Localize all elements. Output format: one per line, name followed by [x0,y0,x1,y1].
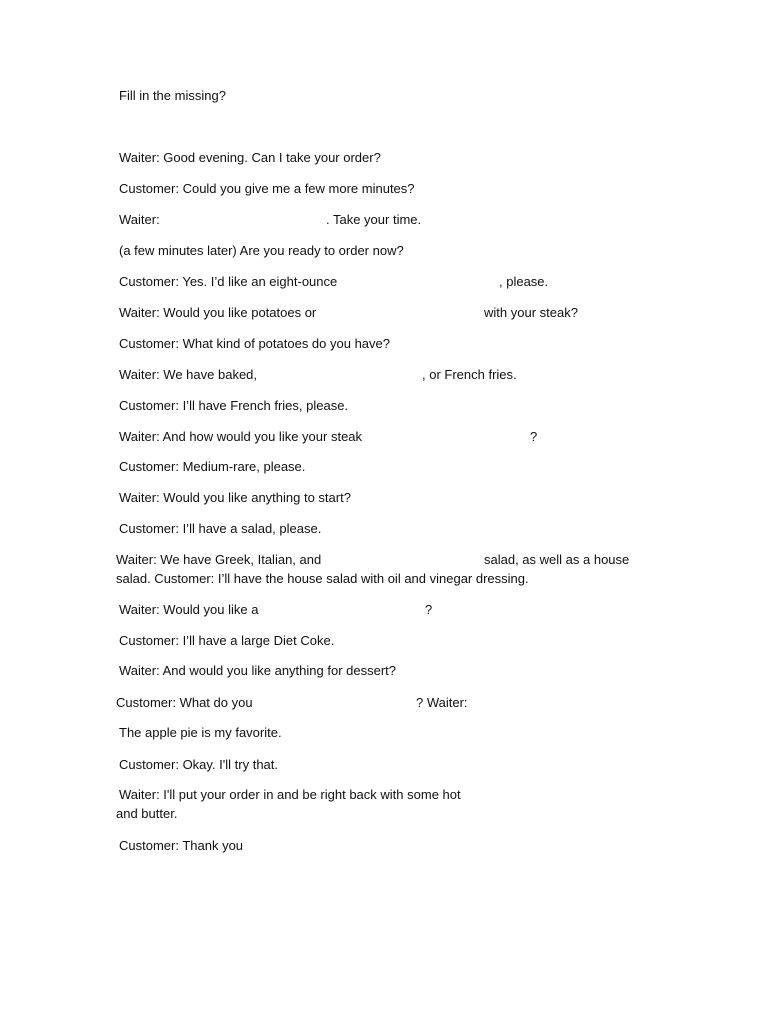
line-text-before-blank: Waiter: We have baked, [119,367,258,382]
dialogue-line: Waiter: I'll put your order in and be right back with some hot [119,787,461,802]
line-text-before-blank: Customer: What do you [116,695,253,710]
dialogue-line: Customer: Medium-rare, please. [119,459,306,474]
dialogue-line: Customer: What kind of potatoes do you have? [119,336,390,351]
dialogue-line: Waiter: And would you like anything for dessert? [119,663,396,678]
dialogue-line-with-blank [0,552,768,568]
dialogue-line-with-blank [0,429,768,445]
dialogue-line: Customer: Okay. I'll try that. [119,757,279,772]
dialogue-line: Waiter: Good evening. Can I take your order? [119,150,381,165]
line-text-after-blank: ? [425,602,433,617]
line-text-before-blank: Waiter: [119,212,160,227]
line-text-before-blank: Waiter: We have Greek, Italian, and [116,552,322,567]
line-text-before-blank: Waiter: And how would you like your steak [119,429,363,444]
dialogue-line: Waiter: Would you like anything to start? [119,490,351,505]
line-text-before-blank: Customer: Yes. I’d like an eight-ounce [119,274,338,289]
dialogue-line-continuation: salad. Customer: I’ll have the house salad with oil and vinegar dressing. [116,571,529,586]
dialogue-line-with-blank [0,695,768,711]
line-text-after-blank: with your steak? [484,305,578,320]
dialogue-line-continuation: and butter. [116,806,178,821]
dialogue-line: Customer: Could you give me a few more minutes? [119,181,415,196]
line-text-after-blank: . Take your time. [326,212,422,227]
line-text-after-blank: ? Waiter: [416,695,468,710]
line-text-after-blank: ? [530,429,538,444]
document-title: Fill in the missing? [119,88,226,103]
dialogue-line-with-blank [0,367,768,383]
line-text-after-blank: , or French fries. [422,367,517,382]
dialogue-line: Customer: Thank you [119,838,244,853]
dialogue-line-with-blank [0,274,768,290]
dialogue-line: Customer: I’ll have French fries, please. [119,398,349,413]
line-text-after-blank: , please. [499,274,549,289]
line-text-before-blank: Waiter: Would you like a [119,602,259,617]
dialogue-line: Customer: I’ll have a salad, please. [119,521,322,536]
line-text-before-blank: Waiter: Would you like potatoes or [119,305,317,320]
dialogue-line-with-blank [0,305,768,321]
dialogue-line-with-blank [0,602,768,618]
line-text-after-blank: salad, as well as a house [484,552,630,567]
dialogue-line: Customer: I’ll have a large Diet Coke. [119,633,335,648]
dialogue-line-with-blank [0,212,768,228]
dialogue-line: (a few minutes later) Are you ready to order now? [119,243,404,258]
dialogue-line: The apple pie is my favorite. [119,725,282,740]
